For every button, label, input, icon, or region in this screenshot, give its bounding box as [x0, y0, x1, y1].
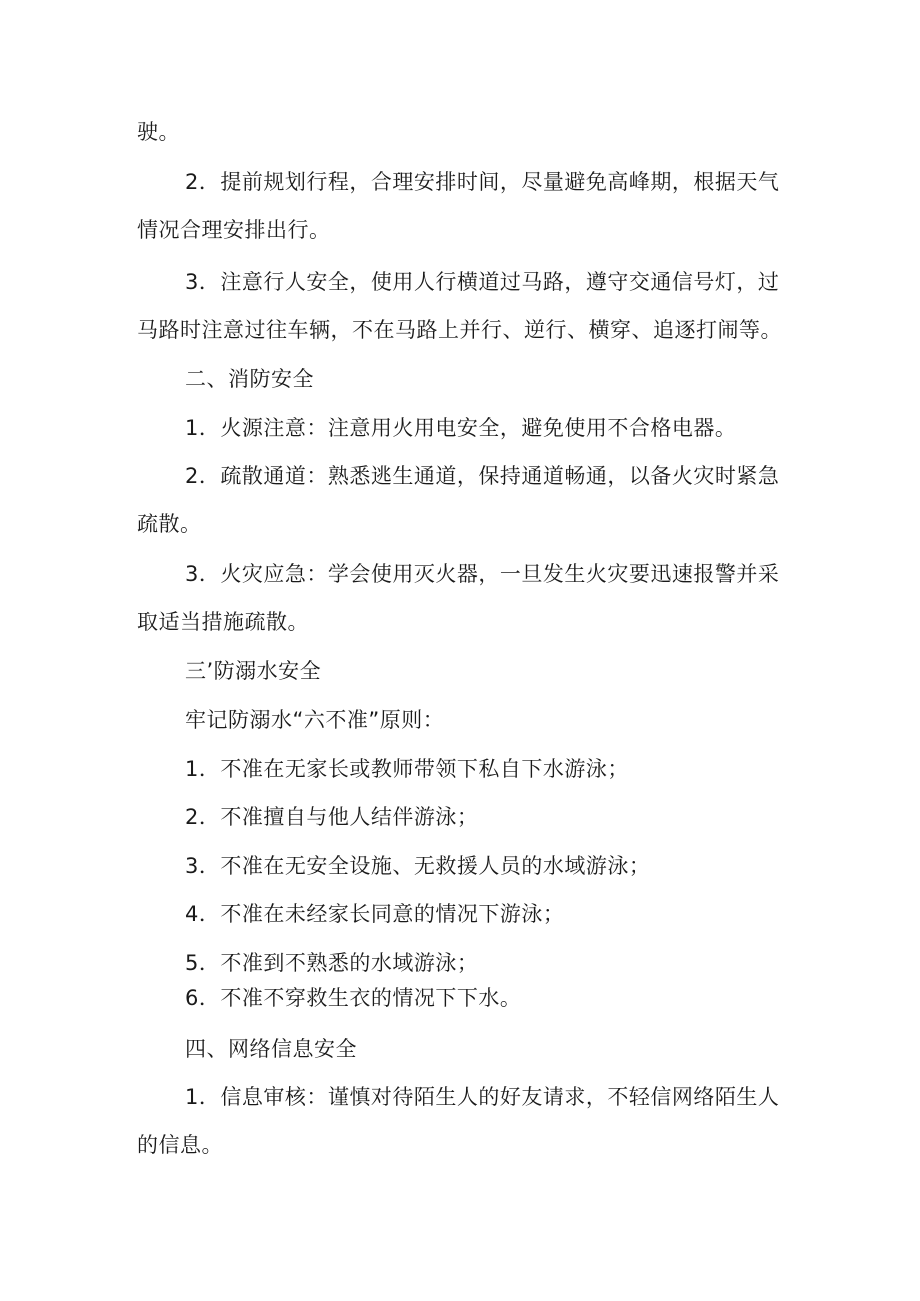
list-item-line: 3．火灾应急：学会使用灭火器，一旦发生火灾要迅速报警并采 [185, 562, 780, 586]
paragraph-line: 情况合理安排出行。 [137, 218, 331, 242]
paragraph-line: 取适当措施疏散。 [137, 610, 309, 634]
paragraph-line: 牢记防溺水“六不准”原则： [185, 708, 445, 732]
list-item-line: 2．疏散通道：熟悉逃生通道，保持通道畅通，以备火灾时紧急 [185, 464, 780, 488]
list-item-line: 2．提前规划行程，合理安排时间，尽量避免高峰期，根据天气 [185, 170, 780, 194]
list-item-line: 1．火源注意：注意用火用电安全，避免使用不合格电器。 [185, 416, 737, 440]
list-item-line: 2．不准擅自与他人结伴游泳； [185, 805, 479, 829]
list-item-line: 3．不准在无安全设施、无救援人员的水域游泳； [185, 854, 651, 878]
list-item-line: 1．信息审核：谨慎对待陌生人的好友请求，不轻信网络陌生人 [185, 1085, 780, 1109]
list-item-line: 3．注意行人安全，使用人行横道过马路，遵守交通信号灯，过 [185, 270, 780, 294]
section-heading: 三’防溺水安全 [185, 659, 322, 683]
paragraph-line: 疏散。 [137, 512, 202, 536]
list-item-line: 4．不准在未经家长同意的情况下游泳； [185, 902, 565, 926]
section-heading: 二、消防安全 [185, 367, 314, 391]
list-item-line: 5．不准到不熟悉的水域游泳； [185, 951, 479, 975]
list-item-line: 1．不准在无家长或教师带领下私自下水游泳； [185, 757, 629, 781]
paragraph-line: 驶。 [137, 120, 180, 144]
paragraph-line: 的信息。 [137, 1133, 223, 1157]
section-heading: 四、网络信息安全 [185, 1037, 357, 1061]
paragraph-line: 马路时注意过往车辆，不在马路上并行、逆行、横穿、追逐打闹等。 [137, 318, 782, 342]
list-item-line: 6．不准不穿救生衣的情况下下水。 [185, 986, 522, 1010]
